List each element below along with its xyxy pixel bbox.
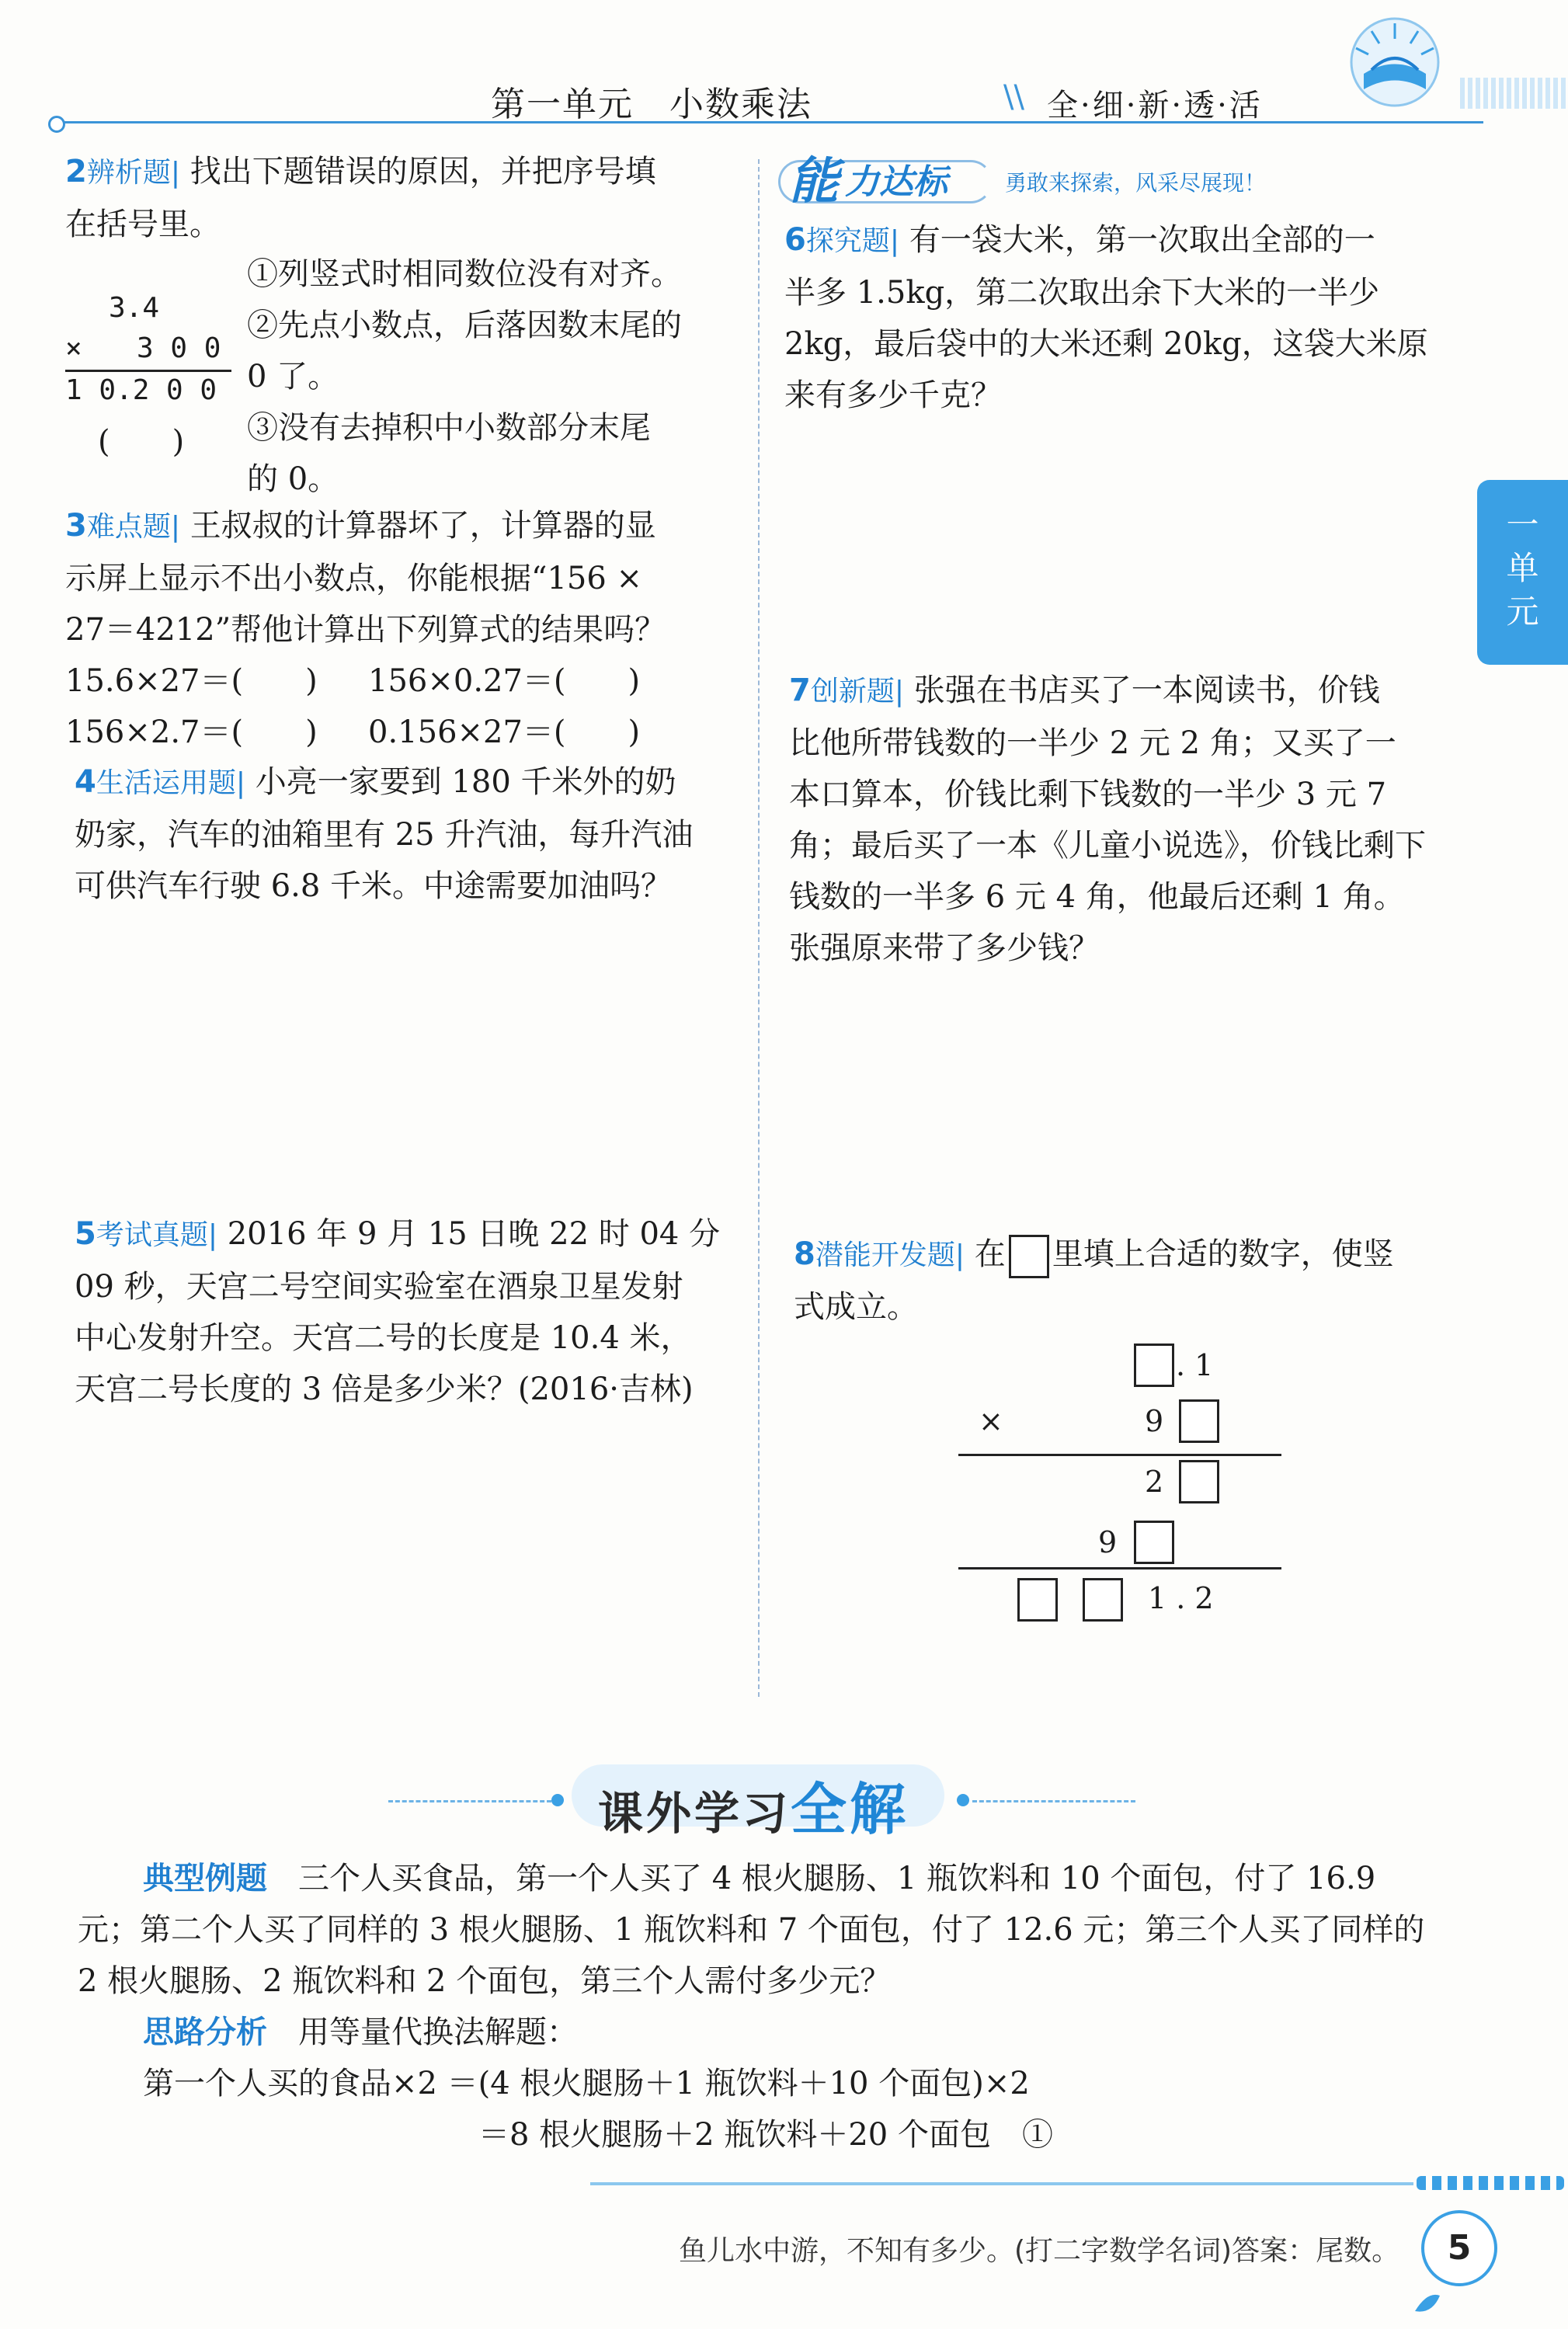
q7-line2: 比他所带钱数的一半少 2 元 2 角；又买了一 xyxy=(789,725,1396,761)
q5-number: 5 xyxy=(75,1216,96,1252)
q2-tag: 辨析题 xyxy=(86,157,171,189)
extra-section-header xyxy=(388,1747,1149,1842)
header-corner-band xyxy=(1460,78,1568,109)
q6-tag-bar: | xyxy=(889,225,899,257)
equation-2-text: ＝8 根火腿肠＋2 瓶饮料＋20 个面包 ① xyxy=(478,2117,1053,2153)
q3-number: 3 xyxy=(65,508,87,544)
q2-prompt-line1: 找出下题错误的原因，并把序号填 xyxy=(189,154,656,189)
q8-r1-dot1: . 1 xyxy=(1176,1348,1214,1382)
q2-options xyxy=(247,249,744,505)
example-line1-row xyxy=(8,1853,1476,1904)
q8-number: 8 xyxy=(794,1236,815,1272)
q5-line1-row xyxy=(75,1208,750,1261)
q8-line2: 式成立。 xyxy=(794,1289,918,1325)
q8-r3-2: 2 xyxy=(1145,1465,1164,1499)
equation-1-text: 第一个人买的食品×2 ＝(4 根火腿肠＋1 瓶饮料＋10 个面包)×2 xyxy=(143,2066,1030,2101)
q8-example-box xyxy=(1009,1235,1049,1278)
q7-line4: 角；最后买了一本《儿童小说选》，价钱比剩下 xyxy=(789,828,1426,864)
q7-tag-bar: | xyxy=(894,676,904,707)
q8-line-2 xyxy=(958,1567,1281,1569)
q5-line3: 中心发射升空。天宫二号的长度是 10.4 米， xyxy=(75,1320,692,1356)
q8-r4-9: 9 xyxy=(1098,1525,1118,1559)
extra-header-rule-left xyxy=(388,1800,551,1802)
q6-tag: 探究题 xyxy=(805,225,890,257)
q5-line1: 2016 年 9 月 15 日晚 22 时 04 分 xyxy=(227,1216,721,1252)
q3-expr-3[interactable]: 156×2.7＝( ) xyxy=(65,714,318,750)
header xyxy=(0,0,1568,132)
q8-pre: 在 xyxy=(974,1236,1006,1272)
q8-box-r4[interactable] xyxy=(1134,1521,1174,1564)
q8-box-r2[interactable] xyxy=(1179,1399,1219,1443)
equation-2 xyxy=(78,2109,1476,2160)
q3-line1: 王叔叔的计算器坏了，计算器的显 xyxy=(189,508,656,544)
q5-tag-bar: | xyxy=(207,1219,217,1251)
q4-line2: 奶家，汽车的油箱里有 25 升汽油，每升汽油 xyxy=(75,817,694,853)
extra-title-highlight: 全解 xyxy=(791,1777,909,1842)
analysis-row xyxy=(78,2007,1476,2058)
q8-line-1 xyxy=(958,1454,1281,1456)
q3-expr-row-1 xyxy=(65,655,749,707)
q3-tag: 难点题 xyxy=(86,511,171,543)
question-7 xyxy=(789,665,1472,974)
extra-title xyxy=(598,1764,909,1845)
q2-prompt xyxy=(65,146,733,199)
q2-option-3a: ③没有去掉积中小数部分末尾 xyxy=(247,410,651,446)
q2-calc-result: 1 0.2 0 0 xyxy=(65,374,217,406)
q8-box-r1[interactable] xyxy=(1134,1344,1174,1387)
q8-line1-row xyxy=(794,1229,1477,1281)
q2-option-2a: ②先点小数点，后落因数末尾的 xyxy=(247,308,682,343)
question-6 xyxy=(784,214,1468,421)
side-tab-label: 一单元 xyxy=(1506,506,1539,631)
q2-number: 2 xyxy=(65,154,87,189)
q8-r2-9: 9 xyxy=(1145,1404,1164,1438)
ability-banner xyxy=(778,144,1275,210)
question-2 xyxy=(65,146,733,250)
q3-tag-bar: | xyxy=(170,511,180,543)
example-label: 典型例题 xyxy=(143,1861,267,1896)
extra-header-dot-right xyxy=(957,1794,969,1806)
q4-line1-row xyxy=(75,756,750,809)
analysis-text: 用等量代换法解题： xyxy=(298,2014,578,2050)
q6-number: 6 xyxy=(784,222,806,258)
q4-tag: 生活运用题 xyxy=(96,767,236,799)
q2-calc-mult: 3 0 0 xyxy=(137,332,221,364)
q2-calc-times: × xyxy=(65,332,82,364)
analysis-label: 思路分析 xyxy=(143,2014,267,2050)
q3-line2: 示屏上显示不出小数点，你能根据“156 × xyxy=(65,561,643,596)
column-divider xyxy=(758,159,760,1697)
question-3 xyxy=(65,500,749,758)
q3-line3: 27＝4212”帮他计算出下列算式的结果吗？ xyxy=(65,612,666,648)
question-8 xyxy=(794,1229,1477,1333)
q3-line1-row xyxy=(65,500,749,553)
q2-answer-blank[interactable]: ( ) xyxy=(98,424,185,460)
q6-line2: 半多 1.5kg，第二次取出余下大米的一半少 xyxy=(784,275,1380,311)
unit-side-tab xyxy=(1477,480,1568,665)
q7-number: 7 xyxy=(789,673,811,708)
ability-title-swoosh xyxy=(778,160,993,203)
slogan-slash-icon: \\ xyxy=(1003,79,1024,115)
q8-tag: 潜能开发题 xyxy=(815,1239,955,1271)
q6-line4: 来有多少千克？ xyxy=(784,377,1002,413)
q8-box-r5b[interactable] xyxy=(1083,1578,1123,1622)
q6-line3: 2kg，最后袋中的大米还剩 20kg，这袋大米原 xyxy=(784,326,1428,362)
unit-title: 第一单元 小数乘法 xyxy=(491,85,812,124)
q6-line1-row xyxy=(784,214,1468,267)
page-number-badge xyxy=(1421,2210,1497,2286)
footer-rule xyxy=(590,2182,1413,2185)
q3-expr-2[interactable]: 156×0.27＝( ) xyxy=(368,663,641,699)
page-number: 5 xyxy=(1447,2228,1472,2268)
q2-option-2b: 0 了。 xyxy=(247,359,339,395)
q8-vertical-calc xyxy=(958,1344,1285,1631)
q8-tag-bar: | xyxy=(954,1239,965,1271)
ability-subtitle: 勇敢来探索，风采尽展现！ xyxy=(1005,170,1267,196)
q8-r2-times: × xyxy=(979,1404,1003,1438)
q2-option-1: ①列竖式时相同数位没有对齐。 xyxy=(247,256,682,292)
footer-dots xyxy=(1417,2176,1564,2190)
q2-tag-bar: | xyxy=(170,157,180,189)
q2-calc-top: 3.4 xyxy=(109,292,160,324)
example-line2: 元；第二个人买了同样的 3 根火腿肠、1 瓶饮料和 7 个面包，付了 12.6 元；第三个人买了同样的 xyxy=(78,1912,1425,1948)
q8-box-r5a[interactable] xyxy=(1017,1578,1058,1622)
q7-line3: 本口算本，价钱比剩下钱数的一半少 3 元 7 xyxy=(789,777,1387,812)
q7-line1-row xyxy=(789,665,1472,718)
q3-expr-4[interactable]: 0.156×27＝( ) xyxy=(368,714,641,750)
q4-line1: 小亮一家要到 180 千米外的奶 xyxy=(255,764,676,800)
q7-tag: 创新题 xyxy=(810,676,895,707)
extra-title-plain: 课外学习 xyxy=(598,1787,791,1840)
extra-header-rule-right xyxy=(972,1800,1135,1802)
q3-expr-1[interactable]: 15.6×27＝( ) xyxy=(65,663,318,699)
q7-line6: 张强原来带了多少钱？ xyxy=(789,930,1100,966)
q5-line4: 天宫二号长度的 3 倍是多少米？(2016·吉林) xyxy=(75,1371,694,1407)
example-line3: 2 根火腿肠、2 瓶饮料和 2 个面包，第三个人需付多少元？ xyxy=(78,1963,892,1999)
q7-line1: 张强在书店买了一本阅读书，价钱 xyxy=(913,673,1380,708)
example-line1: 三个人买食品，第一个人买了 4 根火腿肠、1 瓶饮料和 10 个面包，付了 16.9 xyxy=(298,1861,1376,1896)
q4-number: 4 xyxy=(75,764,96,800)
question-5 xyxy=(75,1208,750,1415)
q8-r5-12: 1 . 2 xyxy=(1148,1581,1214,1615)
q2-option-3b: 的 0。 xyxy=(247,461,339,497)
example-block xyxy=(78,1853,1476,2160)
ability-title-rest: 力达标 xyxy=(845,162,947,202)
question-4 xyxy=(75,756,750,912)
q2-calc-line xyxy=(65,370,231,372)
q4-line3: 可供汽车行驶 6.8 千米。中途需要加油吗？ xyxy=(75,868,673,904)
extra-header-dot-left xyxy=(551,1794,564,1806)
equation-1 xyxy=(78,2058,1476,2109)
q6-line1: 有一袋大米，第一次取出全部的一 xyxy=(909,222,1375,258)
q4-tag-bar: | xyxy=(235,767,245,799)
footer-riddle: 鱼儿水中游，不知有多少。(打二字数学名词)答案：尾数。 xyxy=(679,2235,1400,2267)
q8-post: 里填上合适的数字，使竖 xyxy=(1052,1236,1394,1272)
slogan: 全·细·新·透·活 xyxy=(1047,88,1263,123)
q3-expr-row-2 xyxy=(65,707,749,758)
header-rule-dot xyxy=(48,116,65,133)
ability-title-big: 能 xyxy=(789,153,839,210)
q8-box-r3[interactable] xyxy=(1179,1460,1219,1503)
q5-line2: 09 秒，天宫二号空间实验室在酒泉卫星发射 xyxy=(75,1269,683,1305)
q2-prompt-line2: 在括号里。 xyxy=(65,207,221,242)
q5-tag: 考试真题 xyxy=(96,1219,208,1251)
q7-line5: 钱数的一半多 6 元 4 角，他最后还剩 1 角。 xyxy=(789,879,1405,915)
leaf-decoration-icon xyxy=(1412,2288,1443,2319)
book-logo-icon xyxy=(1340,16,1449,116)
